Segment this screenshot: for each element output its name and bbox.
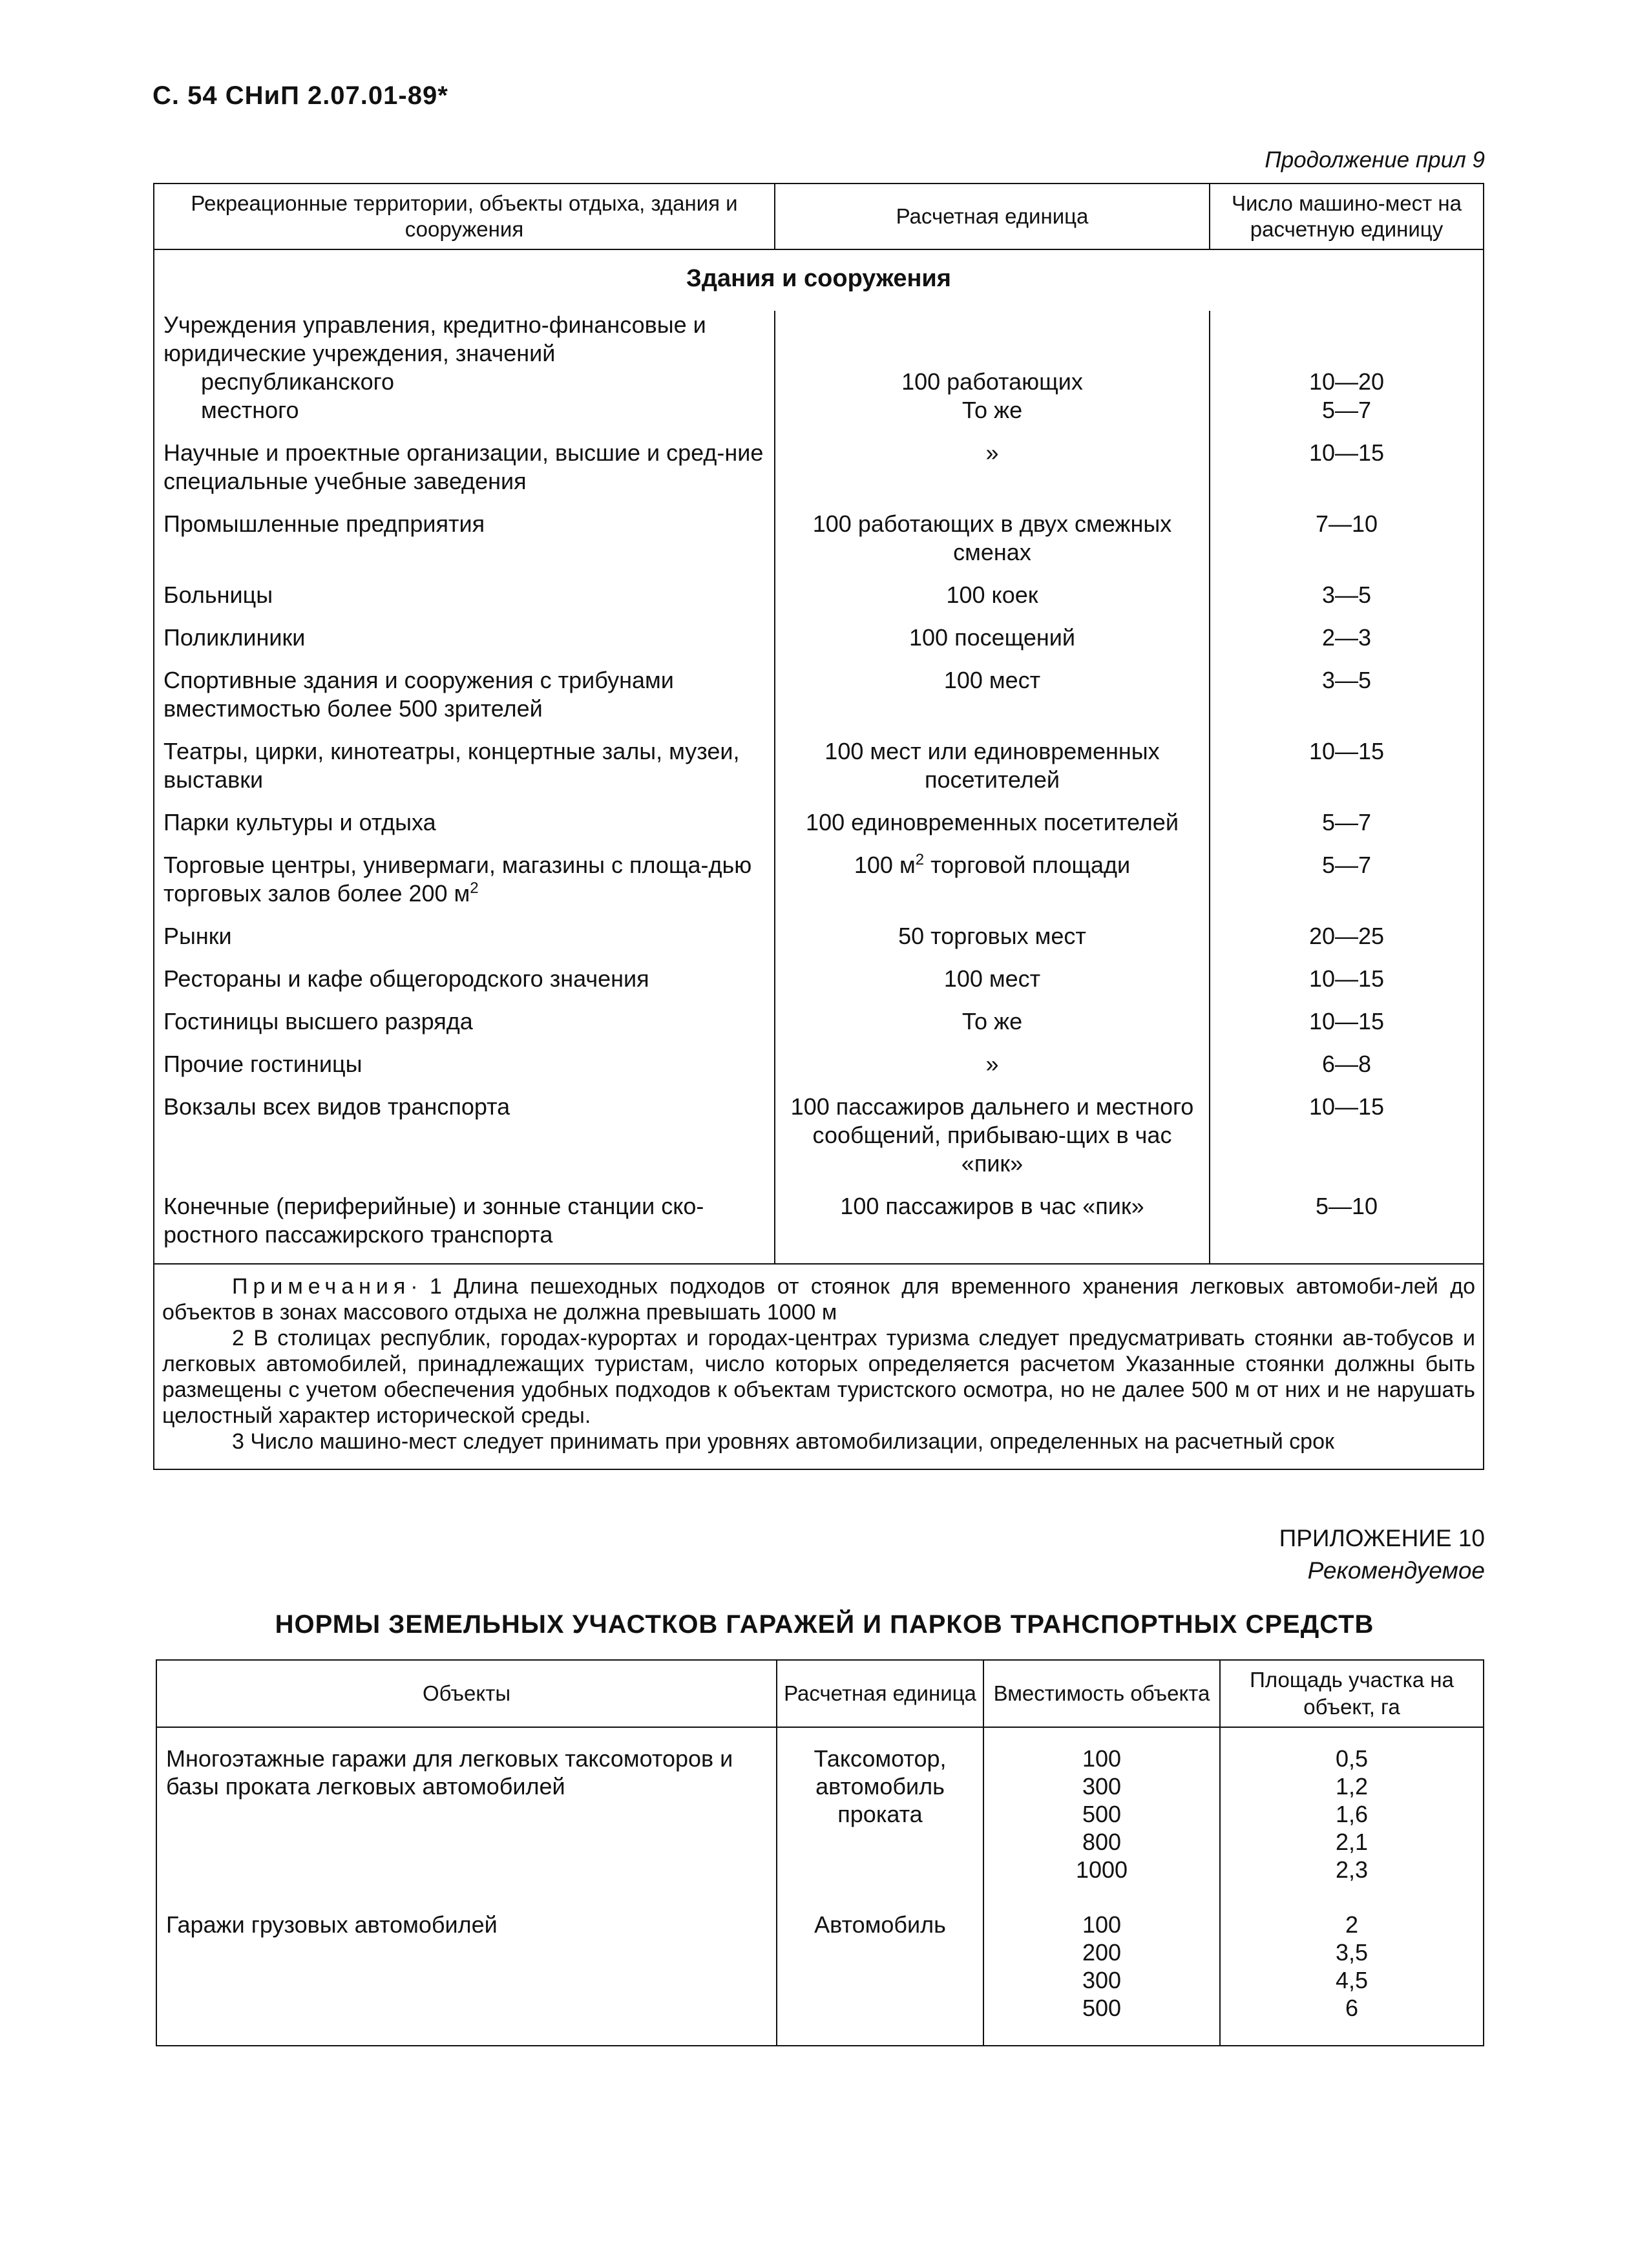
column-header: Объекты	[156, 1660, 777, 1727]
table-row	[154, 1050, 1484, 1093]
object-name: Больницы	[163, 582, 273, 608]
value-cell: 10—15	[1308, 439, 1385, 466]
area-value: 0,5	[1335, 1745, 1369, 1772]
table-row	[154, 808, 1484, 851]
object-name: Промышленные предприятия	[163, 510, 485, 537]
capacity-value: 500	[1082, 1801, 1122, 1827]
unit-cell: 100 пассажиров в час «пик»	[775, 1192, 1210, 1264]
garage-land-norms-table	[156, 1659, 1484, 2046]
capacity-value: 200	[1082, 1939, 1122, 1966]
capacity-value: 1000	[1075, 1856, 1128, 1883]
value-cell: 10—20	[1308, 368, 1385, 395]
object-name: Парки культуры и отдыха	[163, 809, 436, 835]
unit-cell: 100 посещений	[775, 624, 1210, 666]
superscript: 2	[915, 851, 925, 868]
unit-cell: »	[775, 439, 1210, 510]
table-row	[154, 851, 1484, 922]
object-name: Научные и проектные организации, высшие и сред-ние специальные учебные заведения	[163, 439, 764, 494]
table-notes	[154, 1264, 1484, 1469]
unit-cell: 100 мест или единовременных посетителей	[775, 737, 1210, 808]
capacity-cell	[983, 1911, 1220, 2046]
capacity-value: 100	[1082, 1911, 1122, 1938]
object-name: Конечные (периферийные) и зонные станции ско-ростного пассажирского транспорта	[163, 1193, 704, 1248]
value-cell: 7—10	[1315, 510, 1378, 537]
value-cell: 5—10	[1315, 1193, 1378, 1219]
table-row	[154, 624, 1484, 666]
value-cell: 10—15	[1308, 1008, 1385, 1034]
value-cell: 6—8	[1321, 1051, 1372, 1077]
parking-norms-table	[153, 183, 1484, 1470]
value-cell: 10—15	[1308, 738, 1385, 764]
value-cell: 10—15	[1308, 1093, 1385, 1120]
area-value: 2	[1345, 1911, 1359, 1938]
object-name: Рынки	[163, 923, 232, 949]
table-row	[154, 1192, 1484, 1264]
table-row	[154, 1007, 1484, 1050]
unit-cell: Таксомотор, автомобиль проката	[777, 1727, 983, 1911]
column-header: Расчетная единица	[775, 184, 1210, 249]
page-header: С. 54 СНиП 2.07.01-89*	[152, 81, 448, 110]
object-name: Вокзалы всех видов транспорта	[163, 1093, 510, 1120]
area-value: 6	[1345, 1995, 1359, 2021]
value-cell: 10—15	[1308, 965, 1385, 992]
unit-cell: Автомобиль	[777, 1911, 983, 2046]
capacity-value: 300	[1082, 1967, 1122, 1993]
appendix-number: ПРИЛОЖЕНИЕ 10	[1279, 1525, 1485, 1551]
object-name: Многоэтажные гаражи для легковых таксомоторов и базы проката легковых автомобилей	[166, 1745, 733, 1800]
section-heading: Здания и сооружения	[154, 249, 1484, 311]
column-header: Расчетная единица	[777, 1660, 983, 1727]
table-header-row	[156, 1660, 1484, 1727]
area-value: 1,6	[1335, 1801, 1369, 1827]
note-text: 3 Число машино-мест следует принимать при уровнях автомобилизации, определенных на расчетный срок	[232, 1429, 1334, 1454]
unit-cell: 100 мест	[775, 666, 1210, 737]
column-header: Рекреационные территории, объекты отдыха, здания и сооружения	[154, 184, 775, 249]
table-title: НОРМЫ ЗЕМЕЛЬНЫХ УЧАСТКОВ ГАРАЖЕЙ И ПАРКОВ ТРАНСПОРТНЫХ СРЕДСТВ	[275, 1610, 1374, 1639]
value-cell: 5—7	[1321, 809, 1372, 835]
area-cell	[1220, 1727, 1484, 1911]
area-cell	[1220, 1911, 1484, 2046]
column-header: Число машино-мест на расчетную единицу	[1210, 184, 1484, 249]
area-value: 1,2	[1335, 1773, 1369, 1800]
column-header: Площадь участка на объект, га	[1220, 1660, 1484, 1727]
table-row	[154, 965, 1484, 1007]
object-subitem: местного	[201, 397, 299, 423]
table-row	[154, 581, 1484, 624]
table-row	[154, 311, 1484, 439]
table-row	[154, 737, 1484, 808]
value-cell: 5—7	[1321, 397, 1372, 423]
table-row	[154, 1093, 1484, 1192]
object-name: Спортивные здания и сооружения с трибунами вместимостью более 500 зрителей	[163, 667, 674, 722]
superscript: 2	[470, 879, 479, 897]
unit-cell: То же	[961, 397, 1023, 423]
table-row	[154, 510, 1484, 581]
unit-cell: »	[775, 1050, 1210, 1093]
table-row	[156, 1727, 1484, 1911]
unit-cell: 100 коек	[775, 581, 1210, 624]
value-cell: 3—5	[1321, 667, 1372, 693]
column-header: Вместимость объекта	[983, 1660, 1220, 1727]
value-cell: 5—7	[1321, 852, 1372, 878]
unit-cell: 100 м	[854, 852, 916, 878]
area-value: 4,5	[1335, 1967, 1369, 1993]
appendix-status: Рекомендуемое	[1307, 1557, 1485, 1584]
unit-cell: 100 мест	[775, 965, 1210, 1007]
capacity-cell	[983, 1727, 1220, 1911]
notes-label: Примечания	[232, 1274, 411, 1299]
object-name: Гаражи грузовых автомобилей	[166, 1911, 498, 1938]
table-row	[154, 666, 1484, 737]
object-name: Торговые центры, универмаги, магазины с площа-дью торговых залов более 200 м	[163, 852, 752, 907]
unit-cell: 100 единовременных посетителей	[775, 808, 1210, 851]
capacity-value: 800	[1082, 1829, 1122, 1855]
value-cell: 20—25	[1308, 923, 1385, 949]
continuation-label: Продолжение прил 9	[1265, 147, 1485, 173]
appendix-label	[1279, 1522, 1485, 1587]
object-subitem: республиканского	[201, 368, 395, 395]
unit-cell: 100 пассажиров дальнего и местного сообщений, прибываю-щих в час «пик»	[775, 1093, 1210, 1192]
object-name: Рестораны и кафе общегородского значения	[163, 965, 649, 992]
table-header-row	[154, 184, 1484, 249]
note-text: 2 В столицах республик, городах-курортах и городах-центрах туризма следует предусматривать стоянки ав-тобусов и легковых автомобилей, принадлежащих туристам, число которых определяется расчетом Указанные стоянки должны быть размещены с учетом обеспечения удобных подходов к объектам туристского осмотра, но не далее 500 м от них и не нарушать целостный характер исторической среды.	[162, 1326, 1475, 1428]
unit-cell: 50 торговых мест	[775, 922, 1210, 965]
unit-cell-tail: торговой площади	[924, 852, 1131, 878]
unit-cell: 100 работающих в двух смежных сменах	[775, 510, 1210, 581]
capacity-value: 500	[1082, 1995, 1122, 2021]
capacity-value: 100	[1082, 1745, 1122, 1772]
value-cell: 3—5	[1321, 582, 1372, 608]
table-row	[156, 1911, 1484, 2046]
table-row	[154, 439, 1484, 510]
object-name: Поликлиники	[163, 624, 306, 651]
note-text: · 1 Длина пешеходных подходов от стоянок для временного хранения легковых автомоби-лей до объектов в зонах массового отдыха не должна превышать 1000 м	[162, 1274, 1475, 1325]
object-name: Учреждения управления, кредитно-финансовые и юридические учреждения, значений	[163, 311, 706, 366]
capacity-value: 300	[1082, 1773, 1122, 1800]
area-value: 2,1	[1335, 1829, 1369, 1855]
area-value: 2,3	[1335, 1856, 1369, 1883]
object-name: Гостиницы высшего разряда	[163, 1008, 473, 1034]
unit-cell: То же	[775, 1007, 1210, 1050]
table-row	[154, 922, 1484, 965]
value-cell: 2—3	[1321, 624, 1372, 651]
object-name: Театры, цирки, кинотеатры, концертные залы, музеи, выставки	[163, 738, 740, 793]
object-name: Прочие гостиницы	[163, 1051, 362, 1077]
area-value: 3,5	[1335, 1939, 1369, 1966]
unit-cell: 100 работающих	[901, 368, 1083, 395]
